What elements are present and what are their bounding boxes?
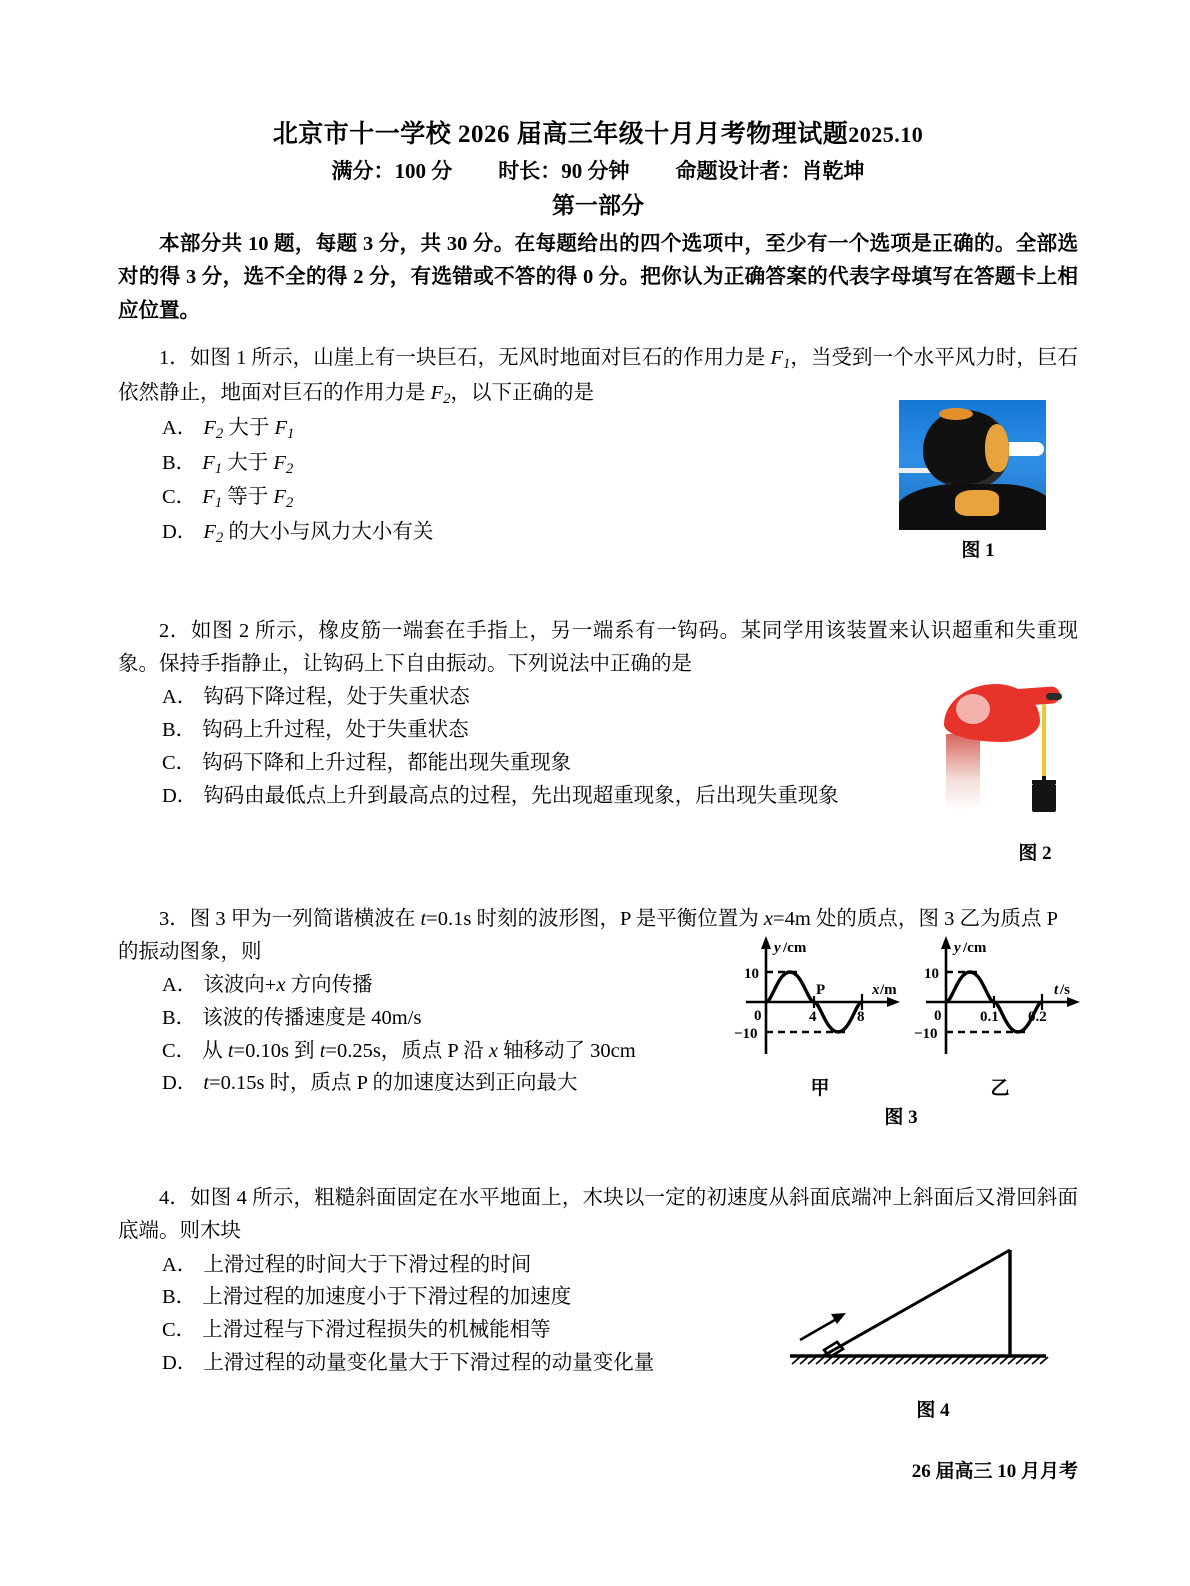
question-2-option-d[interactable] bbox=[118, 780, 1078, 813]
option-label: A． bbox=[162, 416, 198, 439]
option-text: =0.15s 时，质点 P 的加速度达到正向最大 bbox=[209, 1072, 578, 1095]
page-content bbox=[118, 118, 1079, 1482]
duration-label: 时长：90 分钟 bbox=[498, 158, 630, 183]
option-var-t2: t bbox=[319, 1039, 326, 1062]
option-text-4: 轴移动了 30cm bbox=[497, 1039, 636, 1062]
wave-graph-jia-label: 甲 bbox=[810, 1078, 830, 1099]
question-2-option-c[interactable] bbox=[118, 747, 1078, 780]
option-text: 钩码由最低点上升到最高点的过程，先出现超重现象，后出现失重现象 bbox=[203, 784, 839, 807]
option-sub-1: 2 bbox=[215, 426, 224, 443]
option-var-x: x bbox=[276, 973, 286, 996]
exam-meta-line bbox=[118, 157, 1078, 185]
hanging-weight bbox=[1032, 784, 1056, 812]
question-1-number: 1． bbox=[159, 346, 190, 369]
boulder-photo bbox=[898, 399, 1047, 531]
option-label: B． bbox=[162, 451, 197, 474]
option-var-t: t bbox=[203, 1072, 210, 1095]
figure-3-caption: 图 3 bbox=[884, 1107, 918, 1128]
figure-4-caption: 图 4 bbox=[916, 1400, 950, 1421]
svg-text:/cm: /cm bbox=[783, 940, 807, 956]
figure-2 bbox=[938, 676, 1108, 865]
option-label: A． bbox=[162, 686, 198, 709]
wave-graph-yi-label: 乙 bbox=[990, 1078, 1010, 1099]
waveform-svg-jia bbox=[730, 930, 910, 1070]
option-sub-1: 1 bbox=[214, 460, 223, 477]
option-label: D． bbox=[162, 1072, 198, 1095]
option-var-1: F bbox=[202, 451, 215, 474]
option-text: 上滑过程的动量变化量大于下滑过程的动量变化量 bbox=[203, 1351, 655, 1374]
question-1-stem-part3: ，以下正确的是 bbox=[450, 381, 595, 404]
svg-text:4: 4 bbox=[809, 1009, 817, 1025]
page-title bbox=[118, 118, 1078, 152]
figure-1-caption: 图 1 bbox=[961, 540, 995, 561]
option-text: 从 bbox=[202, 1039, 228, 1062]
question-1-sub1: 1 bbox=[782, 356, 791, 373]
instructions-paragraph: 本部分共 10 题，每题 3 分，共 30 分。在每题给出的四个选项中，至少有一个选项是正确的。全部选对的得 3 分，选不全的得 2 分，有选错或不答的得 0 分。把你认为正确答案的代表字母填写在答题卡上相应位置。 bbox=[118, 233, 1078, 322]
waveform-svg-yi bbox=[910, 930, 1090, 1070]
svg-text:−10: −10 bbox=[734, 1026, 758, 1042]
question-1-stem-part2: ，当受到一个水平风力时，巨石依然静止，地面对巨石的作用力是 bbox=[118, 346, 1079, 404]
cliff-lit-face bbox=[955, 490, 999, 516]
figure-4 bbox=[778, 1238, 1078, 1422]
question-3-stem-p1: 图 3 甲为一列简谐横波在 bbox=[189, 907, 421, 930]
question-2-stem-text: 如图 2 所示，橡皮筋一端套在手指上，另一端系有一钩码。某同学用该装置来认识超重和失重现象。保持手指静止，让钩码上下自由振动。下列说法中正确的是 bbox=[118, 619, 1079, 676]
svg-text:−10: −10 bbox=[914, 1026, 938, 1042]
svg-text:/m: /m bbox=[880, 982, 897, 998]
velocity-arrow bbox=[800, 1313, 846, 1340]
svg-text:0: 0 bbox=[934, 1008, 942, 1024]
knuckle-highlight bbox=[956, 694, 990, 724]
question-1-var-F1: F bbox=[770, 346, 783, 369]
section-title: 第一部分 bbox=[552, 193, 644, 219]
question-1-stem-part1: 如图 1 所示，山崖上有一块巨石，无风时地面对巨石的作用力是 bbox=[189, 346, 771, 369]
option-label: A． bbox=[162, 973, 198, 996]
question-3-var-x: x bbox=[763, 907, 774, 930]
option-mid: 大于 bbox=[222, 451, 274, 474]
option-text-3: =0.25s，质点 P 沿 bbox=[325, 1039, 489, 1062]
option-label: C． bbox=[162, 486, 197, 509]
figure-1 bbox=[898, 399, 1058, 562]
question-3-var-t: t bbox=[420, 907, 427, 930]
svg-text:/s: /s bbox=[1060, 982, 1071, 998]
page-footer: 26 届高三 10 月月考 bbox=[911, 1461, 1078, 1482]
question-4-stem-text: 如图 4 所示，粗糙斜面固定在水平地面上，木块以一定的初速度从斜面底端冲上斜面后又滑回斜面底端。则木块 bbox=[118, 1187, 1079, 1243]
svg-text:t: t bbox=[1054, 982, 1059, 998]
boulder-lit-face bbox=[985, 424, 1009, 472]
option-var-2: F bbox=[273, 451, 286, 474]
option-text: 钩码上升过程，处于失重状态 bbox=[202, 719, 469, 742]
option-label: B． bbox=[162, 719, 197, 742]
wave-graphs bbox=[730, 930, 1090, 1100]
option-text: 上滑过程的时间大于下滑过程的时间 bbox=[203, 1253, 532, 1276]
option-var-t1: t bbox=[227, 1039, 234, 1062]
question-2 bbox=[118, 615, 1078, 813]
svg-text:0.2: 0.2 bbox=[1028, 1009, 1047, 1025]
wave-graph-yi bbox=[910, 930, 1090, 1100]
option-label: A． bbox=[162, 1253, 198, 1276]
figure-2-caption: 图 2 bbox=[1018, 843, 1052, 864]
wave-graph-jia bbox=[730, 930, 910, 1100]
question-3-stem-p3: =4m 处的质点，图 3 乙为质点 P 的振动图象，则 bbox=[118, 907, 1059, 963]
question-2-number: 2． bbox=[159, 619, 191, 642]
option-var-1: F bbox=[203, 521, 216, 544]
svg-text:0.1: 0.1 bbox=[980, 1009, 999, 1025]
option-mid: 等于 bbox=[222, 486, 274, 509]
option-var-2: F bbox=[273, 486, 286, 509]
option-mid: 大于 bbox=[223, 416, 275, 439]
option-text: 该波向+ bbox=[203, 973, 277, 996]
option-sub-2: 1 bbox=[287, 426, 295, 443]
fingertip-shape bbox=[1046, 693, 1062, 700]
question-1-var-F2: F bbox=[430, 381, 444, 404]
svg-text:8: 8 bbox=[857, 1009, 865, 1025]
option-var-1: F bbox=[203, 416, 216, 439]
option-label: D． bbox=[162, 1351, 198, 1374]
option-label: D． bbox=[162, 784, 198, 807]
wrist-shape bbox=[946, 734, 980, 810]
author-label: 命题设计者：肖乾坤 bbox=[675, 158, 865, 183]
option-var-x: x bbox=[488, 1039, 498, 1062]
option-label: D． bbox=[162, 521, 198, 544]
option-var-1: F bbox=[202, 486, 215, 509]
svg-text:10: 10 bbox=[744, 966, 759, 982]
hand-rubber-band-weight bbox=[938, 676, 1088, 836]
svg-text:y: y bbox=[954, 940, 961, 956]
figure-3 bbox=[730, 930, 1090, 1129]
boulder-top-face bbox=[939, 408, 973, 420]
option-label: C． bbox=[162, 1319, 197, 1342]
option-label: C． bbox=[162, 751, 197, 774]
score-label: 满分：100 分 bbox=[331, 158, 453, 183]
question-2-stem bbox=[118, 615, 1078, 681]
svg-text:x: x bbox=[872, 982, 880, 998]
question-2-option-a[interactable] bbox=[118, 681, 1078, 714]
option-var-2: F bbox=[274, 416, 287, 439]
option-label: C． bbox=[162, 1039, 197, 1062]
option-label: B． bbox=[162, 1006, 197, 1029]
title-text: 北京市十一学校 2026 届高三年级十月月考物理试题 bbox=[272, 121, 849, 148]
option-sub-1: 2 bbox=[215, 530, 224, 547]
option-text: 上滑过程与下滑过程损失的机械能相等 bbox=[202, 1319, 551, 1342]
question-4-number: 4． bbox=[159, 1187, 191, 1210]
question-2-option-b[interactable] bbox=[118, 714, 1078, 747]
svg-text:10: 10 bbox=[924, 966, 939, 982]
option-text-2: 方向传播 bbox=[285, 973, 373, 996]
svg-text:/cm: /cm bbox=[963, 940, 987, 956]
option-label: B． bbox=[162, 1286, 197, 1309]
title-date: 2025.10 bbox=[848, 122, 924, 147]
option-sub-2: 2 bbox=[285, 495, 294, 512]
svg-text:y: y bbox=[774, 940, 781, 956]
option-sub-2: 2 bbox=[285, 460, 294, 477]
svg-text:P: P bbox=[816, 982, 826, 998]
option-text-2: =0.10s 到 bbox=[233, 1039, 320, 1062]
option-text: 钩码下降和上升过程，都能出现失重现象 bbox=[202, 751, 572, 774]
rubber-band bbox=[1042, 704, 1046, 786]
option-text: 该波的传播速度是 40m/s bbox=[202, 1006, 422, 1029]
option-text: 钩码下降过程，处于失重状态 bbox=[203, 686, 470, 709]
question-1-sub2: 2 bbox=[443, 391, 451, 408]
option-sub-1: 1 bbox=[214, 495, 223, 512]
option-mid: 的大小与风力大小有关 bbox=[223, 521, 434, 544]
question-3-stem-p2: =0.1s 时刻的波形图，P 是平衡位置为 bbox=[426, 907, 764, 930]
inclined-plane-diagram bbox=[778, 1238, 1078, 1388]
svg-text:0: 0 bbox=[754, 1008, 762, 1024]
option-text: 上滑过程的加速度小于下滑过程的加速度 bbox=[202, 1286, 572, 1309]
question-3-number: 3． bbox=[159, 907, 190, 930]
